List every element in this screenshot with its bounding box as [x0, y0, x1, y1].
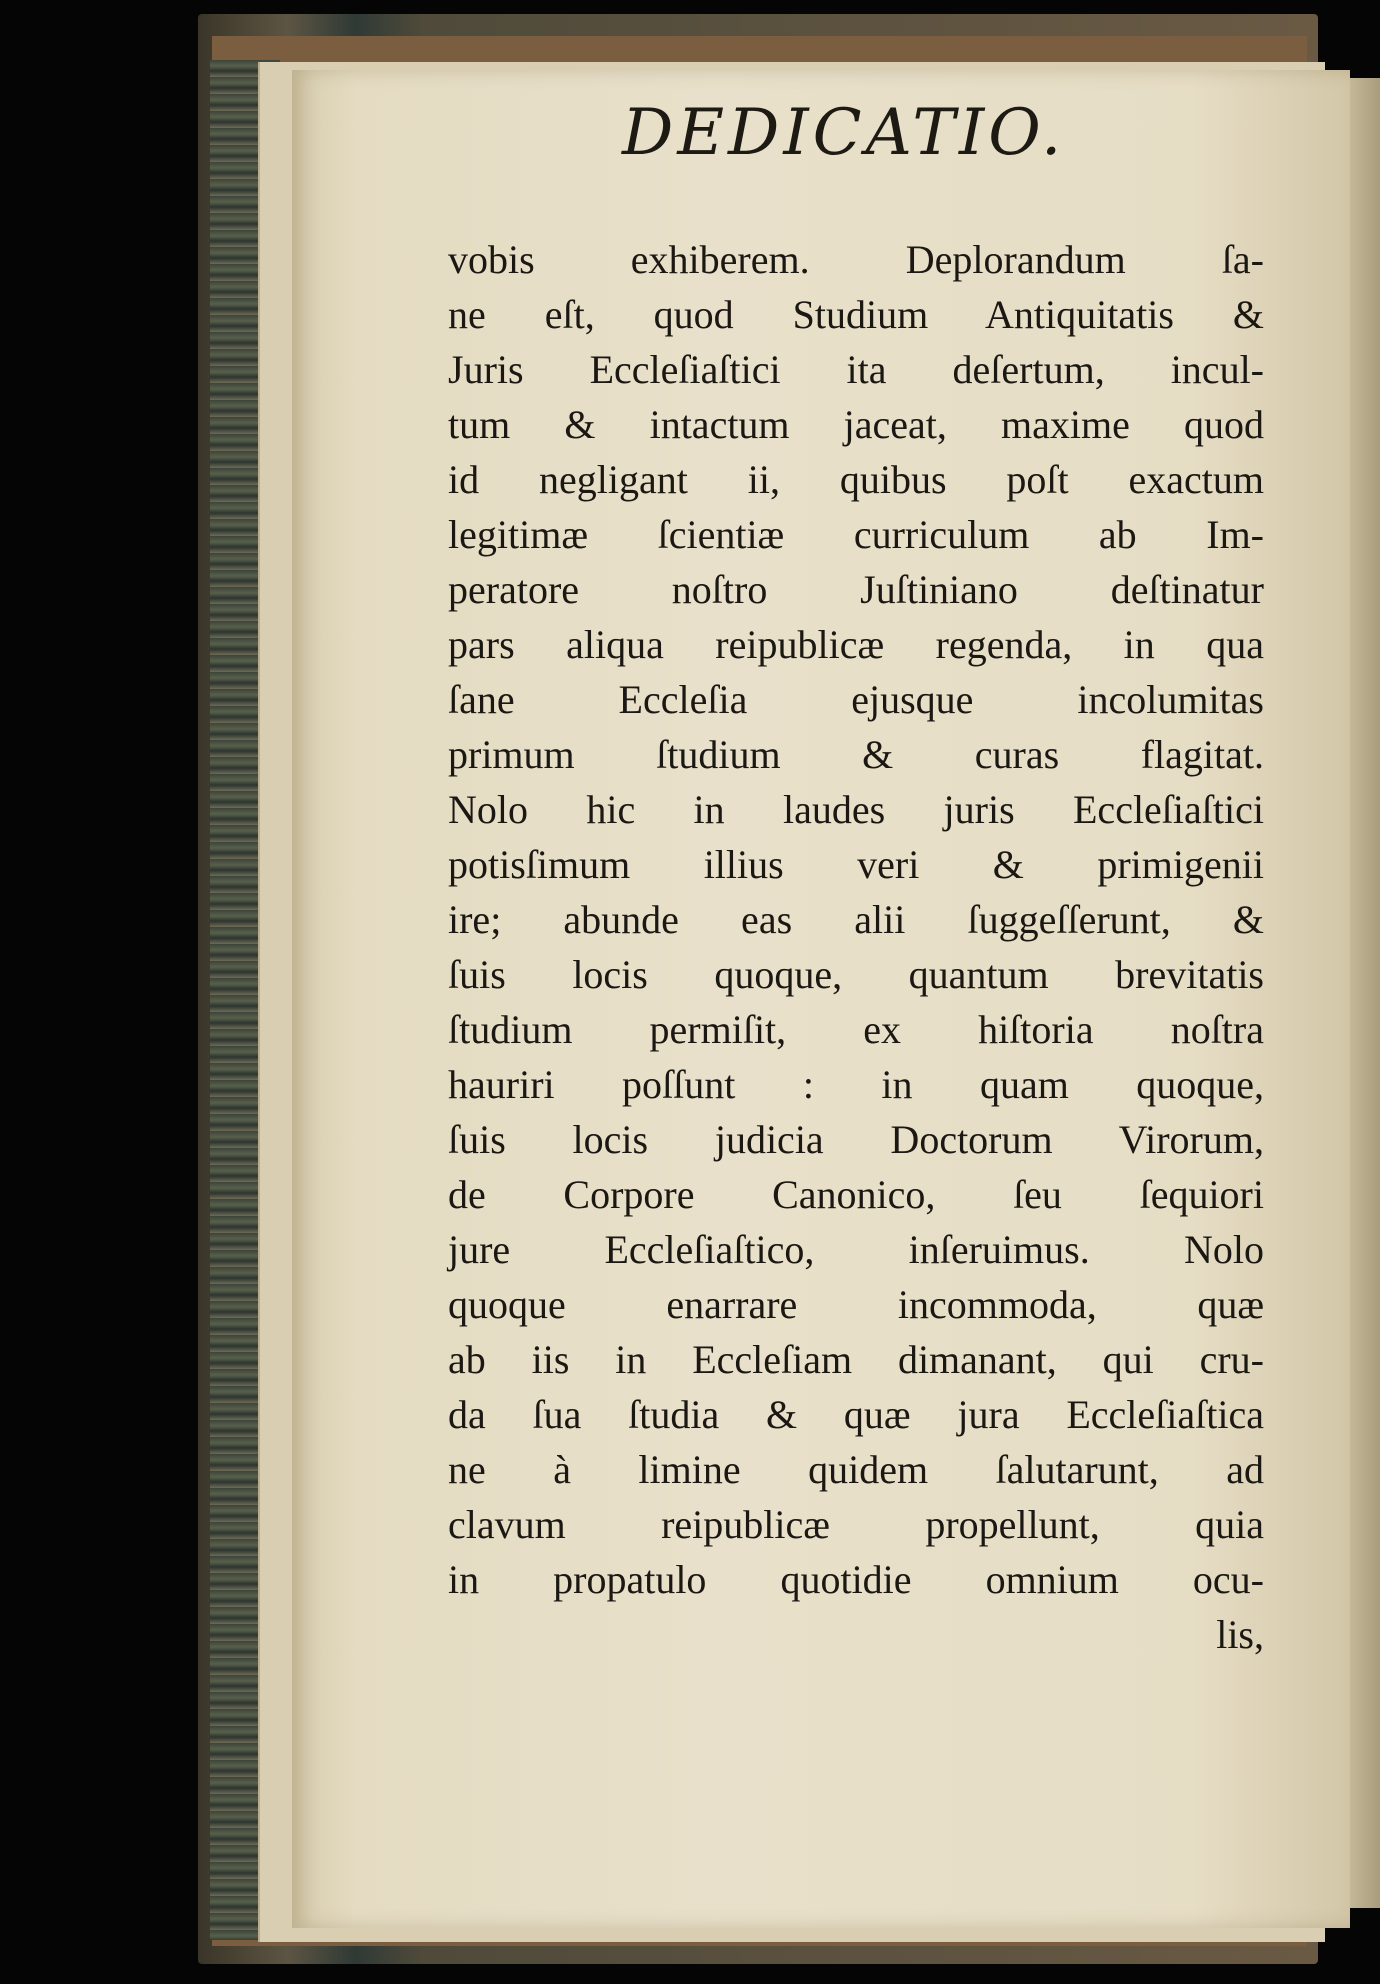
- text-line: quoque enarrare incommoda, quæ: [448, 1282, 1264, 1327]
- text-line: ſuis locis quoque, quantum brevitatis: [448, 952, 1264, 997]
- text-line: Juris Eccleſiaſtici ita deſertum, incul-: [448, 347, 1264, 392]
- text-line: in propatulo quotidie omnium ocu-: [448, 1557, 1264, 1602]
- text-line: ſuis locis judicia Doctorum Virorum,: [448, 1117, 1264, 1162]
- text-line: de Corpore Canonico, ſeu ſequiori: [448, 1172, 1264, 1217]
- text-line: ire; abunde eas alii ſuggeſſerunt, &: [448, 897, 1264, 942]
- catchword: lis,: [1216, 1612, 1264, 1657]
- text-line: id negligant ii, quibus poſt exactum: [448, 457, 1264, 502]
- text-line: tum & intactum jaceat, maxime quod: [448, 402, 1264, 447]
- text-line: ab iis in Eccleſiam dimanant, qui cru-: [448, 1337, 1264, 1382]
- text-line: da ſua ſtudia & quæ jura Eccleſiaſtica: [448, 1392, 1264, 1437]
- text-line: jure Eccleſiaſtico, inſeruimus. Nolo: [448, 1227, 1264, 1272]
- text-line: ſtudium permiſit, ex hiſtoria noſtra: [448, 1007, 1264, 1052]
- text-line: primum ſtudium & curas flagitat.: [448, 732, 1264, 777]
- text-line: ne à limine quidem ſalutarunt, ad: [448, 1447, 1264, 1492]
- text-line: pars aliqua reipublicæ regenda, in qua: [448, 622, 1264, 667]
- text-line: ſane Eccleſia ejusque incolumitas: [448, 677, 1264, 722]
- text-line: legitimæ ſcientiæ curriculum ab Im-: [448, 512, 1264, 557]
- body-text: [448, 232, 1264, 1662]
- text-line: hauriri poſſunt : in quam quoque,: [448, 1062, 1264, 1107]
- text-line: Nolo hic in laudes juris Eccleſiaſtici: [448, 787, 1264, 832]
- text-line: clavum reipublicæ propellunt, quia: [448, 1502, 1264, 1547]
- text-line: peratore noſtro Juſtiniano deſtinatur: [448, 567, 1264, 612]
- text-line: vobis exhiberem. Deplorandum ſa-: [448, 237, 1264, 282]
- running-header: DEDICATIO.: [622, 96, 1066, 170]
- text-line: potisſimum illius veri & primigenii: [448, 842, 1264, 887]
- text-line: ne eſt, quod Studium Antiquitatis &: [448, 292, 1264, 337]
